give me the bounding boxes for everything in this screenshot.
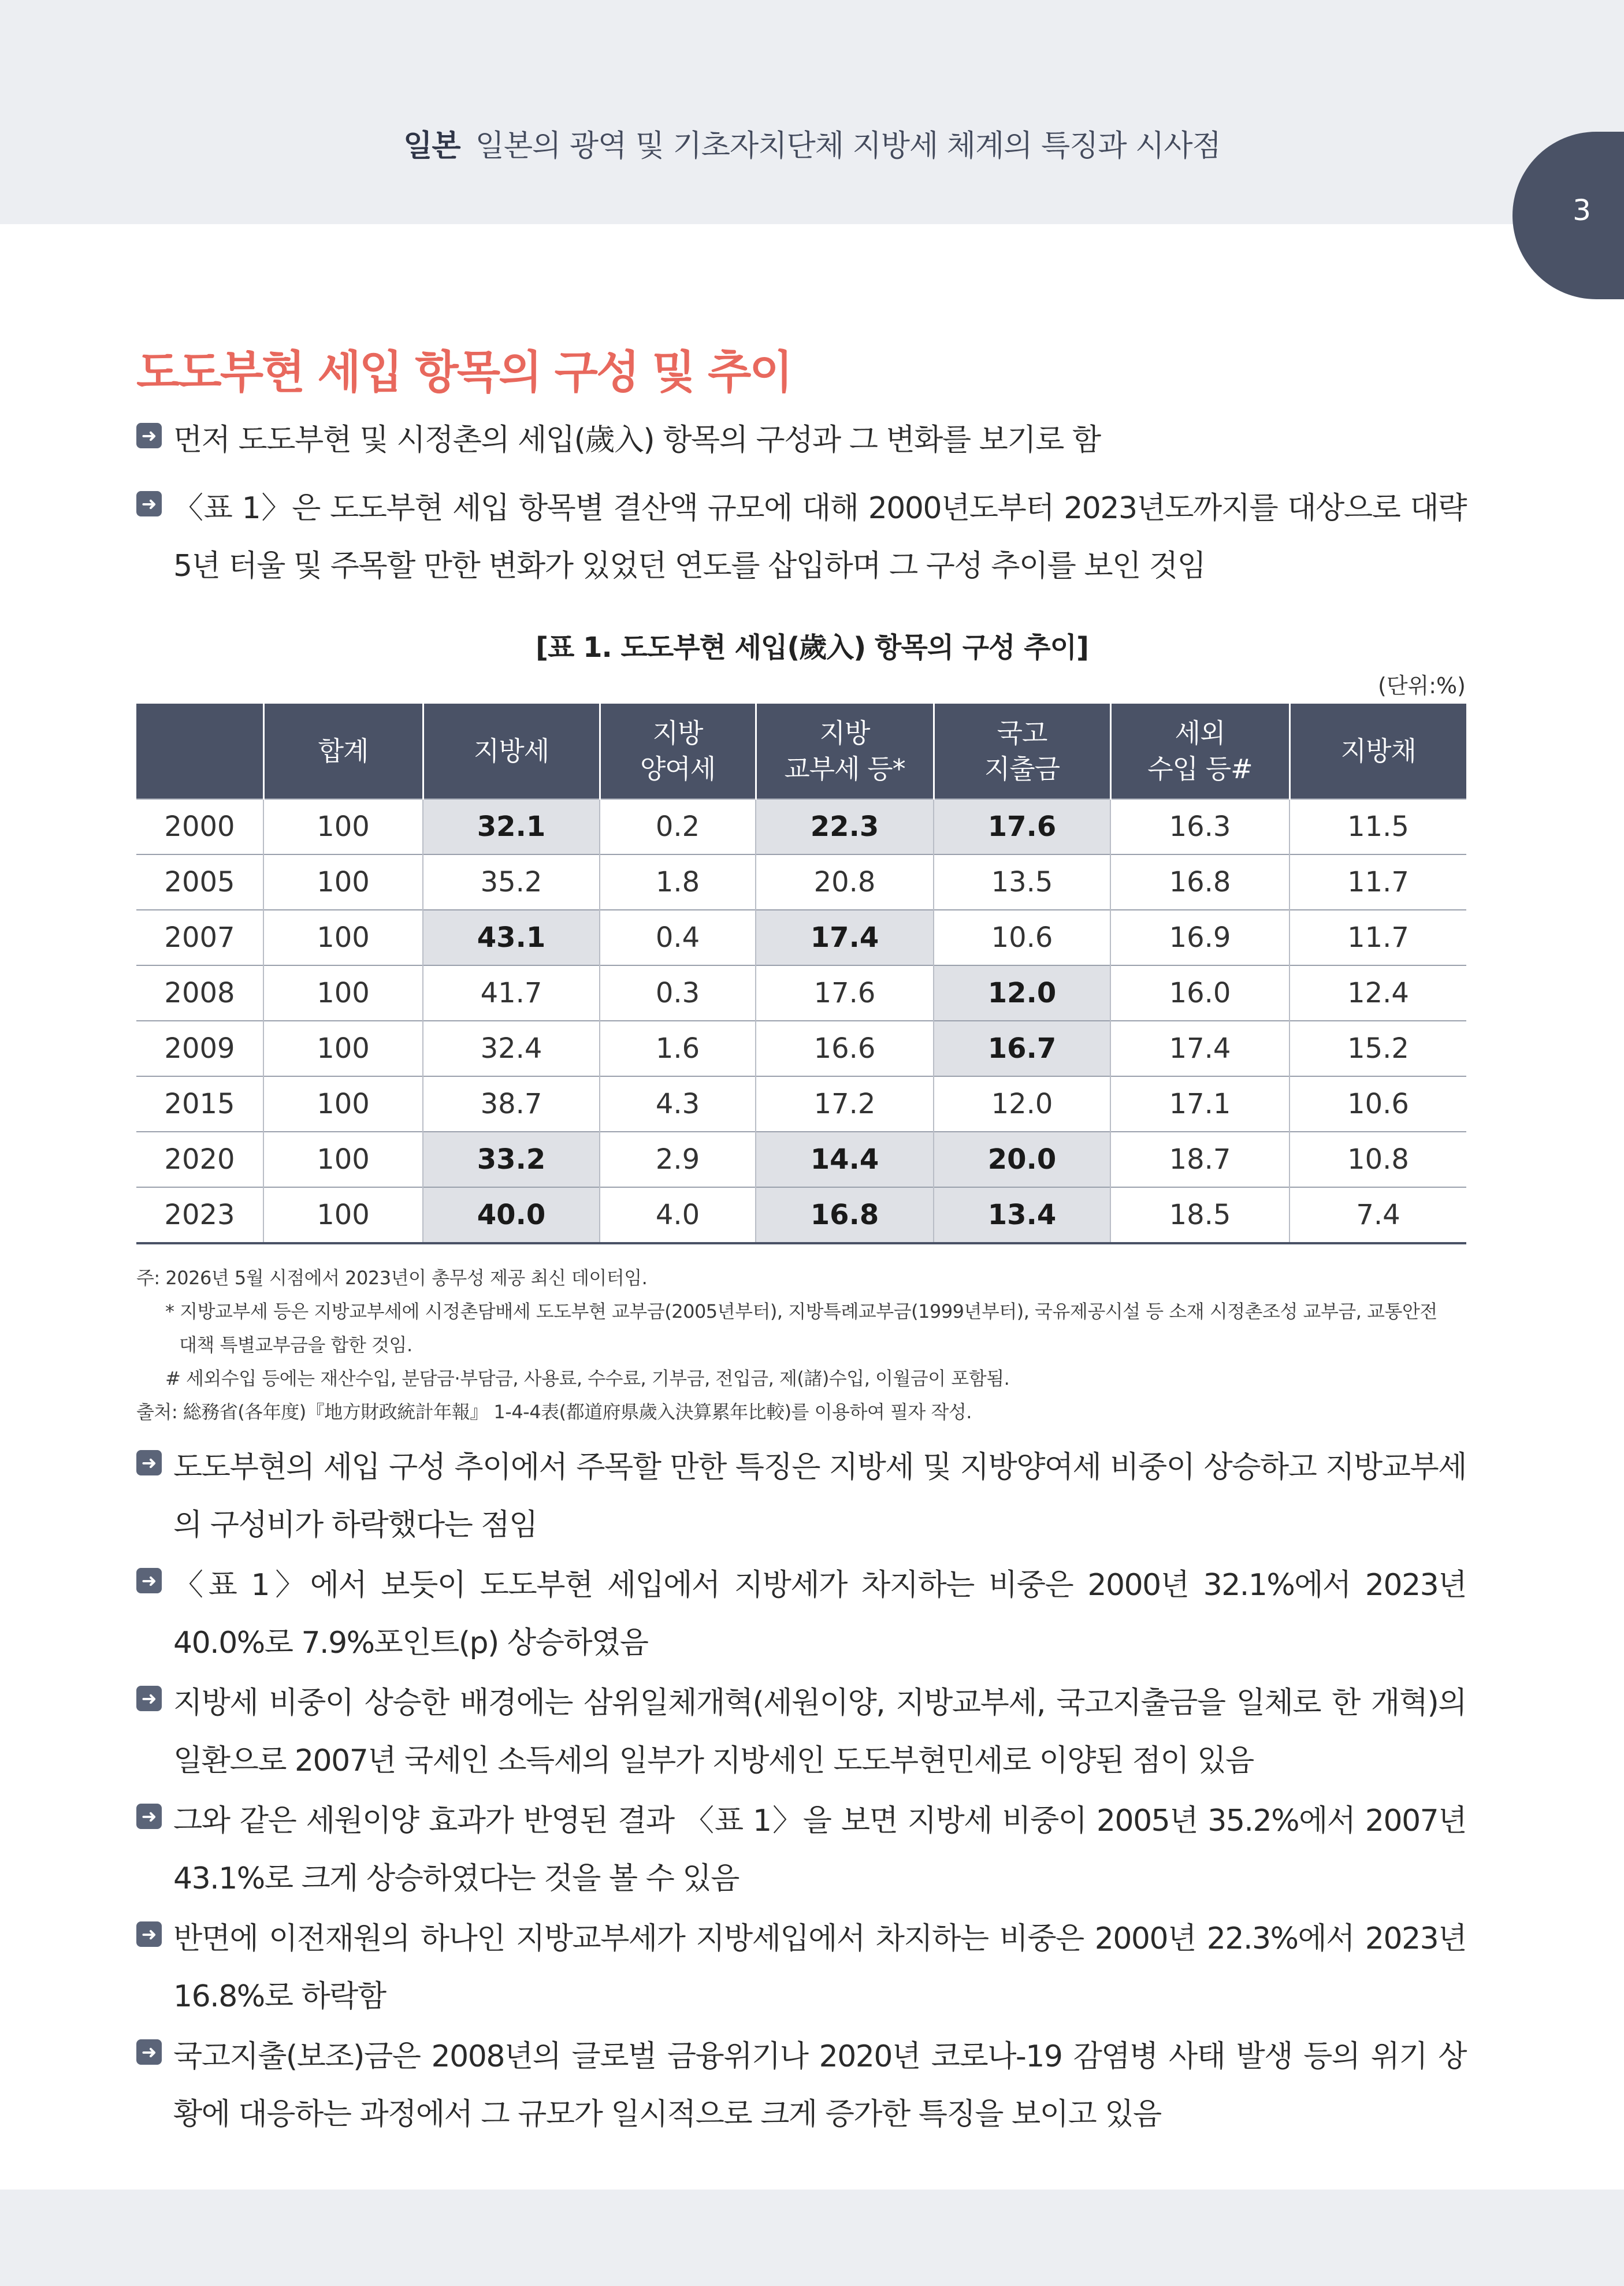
- header-local-bond: 지방채: [1289, 704, 1466, 799]
- page-number: 3: [1573, 194, 1591, 227]
- cell-local-tax: 32.4: [423, 1021, 600, 1076]
- cell-year: 2020: [136, 1132, 263, 1187]
- cell-total: 100: [263, 910, 423, 965]
- bullet-text: 도도부현의 세입 구성 추이에서 주목할 만한 특징은 지방세 및 지방양여세 비중이 상승하고 지방교부세의 구성비가 하락했다는 점임: [173, 1450, 1466, 1542]
- section-title: 도도부현 세입 항목의 구성 및 추이: [136, 347, 791, 399]
- arrow-icon: ➜: [136, 1568, 162, 1593]
- revenue-composition-table: [136, 704, 1466, 1244]
- header-non-tax: 세외 수입 등#: [1110, 704, 1289, 799]
- cell-national: 13.5: [934, 854, 1110, 910]
- cell-year: 2008: [136, 965, 263, 1021]
- cell-local-tax: 38.7: [423, 1076, 600, 1132]
- table-row: [136, 1021, 1466, 1076]
- bullet-text: 반면에 이전재원의 하나인 지방교부세가 지방세입에서 차지하는 비중은 2000년 22.3%에서 2023년 16.8%로 하락함: [173, 1921, 1466, 2014]
- cell-transfer: 0.3: [600, 965, 756, 1021]
- note-star: * 지방교부세 등은 지방교부세에 시정촌담배세 도도부현 교부금(2005년부터), 지방특례교부금(1999년부터), 국유제공시설 등 소재 시정촌조성 교부금, 교통안전: [165, 1300, 1437, 1322]
- table-unit: (단위:%): [1378, 673, 1466, 698]
- header-national-treasury: 국고 지출금: [934, 704, 1110, 799]
- body-bullet-2: [136, 1556, 1466, 1672]
- body-bullet-1: [136, 1438, 1466, 1554]
- header-transfer-tax: 지방 양여세: [600, 704, 756, 799]
- intro-bullet-1: [136, 411, 1466, 469]
- table-row: [136, 1076, 1466, 1132]
- cell-grant: 17.4: [756, 910, 934, 965]
- cell-year: 2009: [136, 1021, 263, 1076]
- cell-national: 10.6: [934, 910, 1110, 965]
- arrow-icon: ➜: [136, 423, 162, 448]
- cell-other: 17.4: [1110, 1021, 1289, 1076]
- cell-grant: 14.4: [756, 1132, 934, 1187]
- intro-bullet-2: [136, 479, 1466, 595]
- cell-grant: 20.8: [756, 854, 934, 910]
- cell-other: 16.3: [1110, 799, 1289, 854]
- table-notes: [136, 1261, 1482, 1429]
- header-total: 합계: [263, 704, 423, 799]
- cell-total: 100: [263, 1132, 423, 1187]
- cell-other: 16.8: [1110, 854, 1289, 910]
- running-header: [0, 121, 1624, 165]
- cell-national: 12.0: [934, 1076, 1110, 1132]
- arrow-icon: ➜: [136, 1686, 162, 1711]
- body-bullet-6: [136, 2028, 1466, 2143]
- cell-local-tax: 41.7: [423, 965, 600, 1021]
- table-row: [136, 1187, 1466, 1243]
- cell-transfer: 1.6: [600, 1021, 756, 1076]
- cell-bond: 10.6: [1289, 1076, 1466, 1132]
- bullet-text: 국고지출(보조)금은 2008년의 글로벌 금융위기나 2020년 코로나-19 감염병 사태 발생 등의 위기 상황에 대응하는 과정에서 그 규모가 일시적으로 크게 증가한 특징을 보이고 있음: [173, 2039, 1466, 2132]
- cell-bond: 7.4: [1289, 1187, 1466, 1243]
- bullet-text: 지방세 비중이 상승한 배경에는 삼위일체개혁(세원이양, 지방교부세, 국고지출금을 일체로 한 개혁)의 일환으로 2007년 국세인 소득세의 일부가 지방세인 도도부현민세로 이양된 점이 있음: [173, 1686, 1466, 1778]
- cell-grant: 16.8: [756, 1187, 934, 1243]
- cell-bond: 11.7: [1289, 854, 1466, 910]
- cell-local-tax: 33.2: [423, 1132, 600, 1187]
- cell-local-tax: 43.1: [423, 910, 600, 965]
- bullet-text: 〈표 1〉은 도도부현 세입 항목별 결산액 규모에 대해 2000년도부터 2023년도까지를 대상으로 대략 5년 터울 및 주목할 만한 변화가 있었던 연도를 삽입하며 그 구성 추이를 보인 것임: [173, 491, 1466, 583]
- cell-national: 12.0: [934, 965, 1110, 1021]
- footer-band: [0, 2190, 1624, 2286]
- cell-grant: 16.6: [756, 1021, 934, 1076]
- cell-other: 18.5: [1110, 1187, 1289, 1243]
- bullet-text: 그와 같은 세원이양 효과가 반영된 결과 〈표 1〉을 보면 지방세 비중이 2005년 35.2%에서 2007년 43.1%로 크게 상승하였다는 것을 볼 수 있음: [173, 1804, 1466, 1896]
- cell-total: 100: [263, 1021, 423, 1076]
- cell-total: 100: [263, 854, 423, 910]
- cell-local-tax: 32.1: [423, 799, 600, 854]
- note-main: 주: 2026년 5월 시점에서 2023년이 총무성 제공 최신 데이터임.: [136, 1267, 648, 1289]
- cell-transfer: 4.3: [600, 1076, 756, 1132]
- cell-bond: 12.4: [1289, 965, 1466, 1021]
- cell-total: 100: [263, 799, 423, 854]
- cell-grant: 17.2: [756, 1076, 934, 1132]
- arrow-icon: ➜: [136, 1804, 162, 1829]
- cell-grant: 17.6: [756, 965, 934, 1021]
- cell-transfer: 2.9: [600, 1132, 756, 1187]
- cell-total: 100: [263, 1187, 423, 1243]
- arrow-icon: ➜: [136, 491, 162, 516]
- bullet-text: 먼저 도도부현 및 시정촌의 세입(歲入) 항목의 구성과 그 변화를 보기로 함: [173, 423, 1101, 458]
- cell-national: 16.7: [934, 1021, 1110, 1076]
- cell-transfer: 1.8: [600, 854, 756, 910]
- body-bullet-3: [136, 1674, 1466, 1790]
- header-grant: 지방 교부세 등*: [756, 704, 934, 799]
- cell-bond: 11.5: [1289, 799, 1466, 854]
- table-row: [136, 799, 1466, 854]
- cell-total: 100: [263, 965, 423, 1021]
- cell-other: 16.0: [1110, 965, 1289, 1021]
- table-row: [136, 854, 1466, 910]
- bullet-text: 〈표 1〉에서 보듯이 도도부현 세입에서 지방세가 차지하는 비중은 2000년 32.1%에서 2023년 40.0%로 7.9%포인트(p) 상승하였음: [173, 1568, 1466, 1660]
- cell-year: 2007: [136, 910, 263, 965]
- cell-total: 100: [263, 1076, 423, 1132]
- cell-other: 16.9: [1110, 910, 1289, 965]
- header-country: 일본: [403, 129, 460, 163]
- header-band: [0, 0, 1624, 224]
- cell-year: 2023: [136, 1187, 263, 1243]
- cell-local-tax: 35.2: [423, 854, 600, 910]
- cell-national: 13.4: [934, 1187, 1110, 1243]
- table-row: [136, 910, 1466, 965]
- cell-other: 17.1: [1110, 1076, 1289, 1132]
- cell-transfer: 4.0: [600, 1187, 756, 1243]
- cell-year: 2015: [136, 1076, 263, 1132]
- cell-transfer: 0.4: [600, 910, 756, 965]
- table-row: [136, 1132, 1466, 1187]
- header-year: [136, 704, 263, 799]
- cell-other: 18.7: [1110, 1132, 1289, 1187]
- table-header-row: [136, 704, 1466, 799]
- arrow-icon: ➜: [136, 1450, 162, 1475]
- body-bullet-5: [136, 1910, 1466, 2025]
- table-row: [136, 965, 1466, 1021]
- table-caption: [표 1. 도도부현 세입(歲入) 항목의 구성 추이]: [536, 631, 1088, 664]
- header-title: 일본의 광역 및 기초자치단체 지방세 체계의 특징과 시사점: [475, 129, 1221, 163]
- note-hash: # 세외수입 등에는 재산수입, 분담금·부담금, 사용료, 수수료, 기부금, 전입금, 제(諸)수입, 이월금이 포함됨.: [165, 1367, 1010, 1389]
- note-source: 출처: 総務省(各年度)『地方財政統計年報』 1-4-4表(都道府県歲入決算累年比較)를 이용하여 필자 작성.: [136, 1401, 972, 1423]
- cell-bond: 15.2: [1289, 1021, 1466, 1076]
- cell-bond: 11.7: [1289, 910, 1466, 965]
- arrow-icon: ➜: [136, 1921, 162, 1947]
- cell-national: 20.0: [934, 1132, 1110, 1187]
- header-local-tax: 지방세: [423, 704, 600, 799]
- cell-local-tax: 40.0: [423, 1187, 600, 1243]
- cell-grant: 22.3: [756, 799, 934, 854]
- cell-bond: 10.8: [1289, 1132, 1466, 1187]
- arrow-icon: ➜: [136, 2039, 162, 2065]
- cell-year: 2000: [136, 799, 263, 854]
- cell-year: 2005: [136, 854, 263, 910]
- body-bullet-4: [136, 1792, 1466, 1908]
- note-star-continued: 대책 특별교부금을 합한 것임.: [179, 1334, 412, 1356]
- cell-national: 17.6: [934, 799, 1110, 854]
- cell-transfer: 0.2: [600, 799, 756, 854]
